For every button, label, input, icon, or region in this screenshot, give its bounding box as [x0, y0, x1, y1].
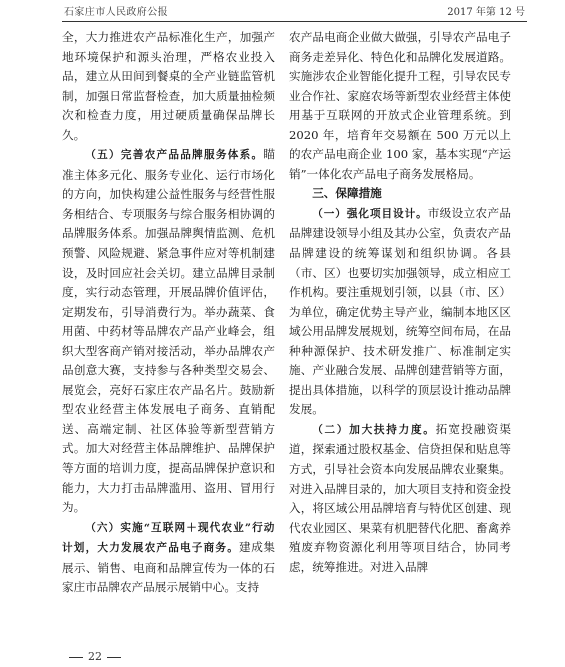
- gazette-title: 石家庄市人民政府公报: [64, 7, 168, 18]
- section-title: 三、保障措施: [312, 186, 382, 201]
- paragraph: [289, 420, 511, 577]
- issue-number: 2017 年第 12 号: [447, 7, 525, 18]
- paragraph: [62, 518, 275, 598]
- divider: [69, 657, 83, 658]
- subsection-heading: （二）加大扶持力度。: [312, 423, 436, 436]
- subsection-heading: （六）实施“互联网＋现代农业”行动计划，大力发展农产品电子商务。: [62, 521, 275, 555]
- paragraph-body: 拓宽投融资渠道，探索通过股权基金、信贷担保和贴息等方式，引导社会资本向发展品牌农业聚集。对进入品牌目录的，加大项目支持和资金投入，将区域公用品牌培育与特优区创建、现代农业园区、果菜有机肥替代化肥、畜禽养殖废弃物资源化利用等项目结合，协同考虑，统筹推进。对进入品牌: [289, 421, 511, 574]
- left-column: [62, 28, 275, 648]
- paragraph: 农产品电商企业做大做强，引导农产品电子商务走差异化、特色化和品牌化发展道路。实施涉农企业智能化提升工程，引导农民专业合作社、家庭农场等新型农业经营主体使用基于互联网的开放式企业管理系统。到 2020 年，培育年交易额在 500 万元以上的农产品电商企业 100 家，基本实现“产运销”一体化农产品电子商务发展格局。: [289, 30, 511, 181]
- right-column: [289, 28, 511, 648]
- page-footer: [64, 650, 126, 663]
- paragraph: 全，大力推进农产品标准化生产，加强产地环境保护和源头治理，严格农业投入品，建立从田间到餐桌的全产业链监管机制，加强日常监督检查，加大质量抽检频次和检查力度，用过硬质量确保品牌长久。: [62, 30, 275, 142]
- subsection-heading: （一）强化项目设计。: [312, 207, 428, 220]
- divider: [107, 657, 121, 658]
- paragraph-body: 瞄准主体多元化、服务专业化、运行市场化的方向，加快构建公益性服务与经营性服务相结合、专项服务与综合服务相协调的品牌服务体系。加强品牌舆情监测、危机预警、风险规避、紧急事件应对等机制建设，及时回应社会关切。建立品牌目录制度，实行动态管理，开展品牌价值评估，定期发布，引导消费行为。举办蔬菜、食用菌、中药材等品牌农产品产业峰会，组织大型客商产销对接活动，举办品牌农产品创意大赛，支持参与各种类型交易会、展览会，亮好石家庄农产品名片。鼓励新型农业经营主体发展电子商务、直销配送、高端定制、社区体验等新型营销方式。加大对经营主体品牌维护、品牌保护等方面的培训力度，提高品牌保护意识和能力，大力打击品牌滥用、盗用、冒用行为。: [62, 147, 275, 515]
- paragraph: [289, 204, 511, 420]
- subsection-heading: （五）完善农产品品牌服务体系。: [85, 149, 264, 162]
- paragraph-body: 建成集展示、销售、电商和品牌宣传为一体的石家庄市品牌农产品展示展销中心。支持: [62, 540, 275, 595]
- paragraph-body: 市级设立农产品品牌建设领导小组及其办公室，负责农产品品牌建设的统筹谋划和组织协调。各县（市、区）也要切实加强领导，成立相应工作机构。要注重规划引领，以县（市、区）为单位，确定优势主导产业，编制本地区区域公用品牌发展规划，统筹空间布局，在品种种源保护、技术研发推广、标准制定实施、产业融合发展、品牌创建营销等方面，提出具体措施，以科学的顶层设计推动品牌发展。: [289, 205, 511, 417]
- page-header: [62, 4, 527, 22]
- paragraph: [62, 145, 275, 517]
- page-number: 22: [88, 650, 102, 663]
